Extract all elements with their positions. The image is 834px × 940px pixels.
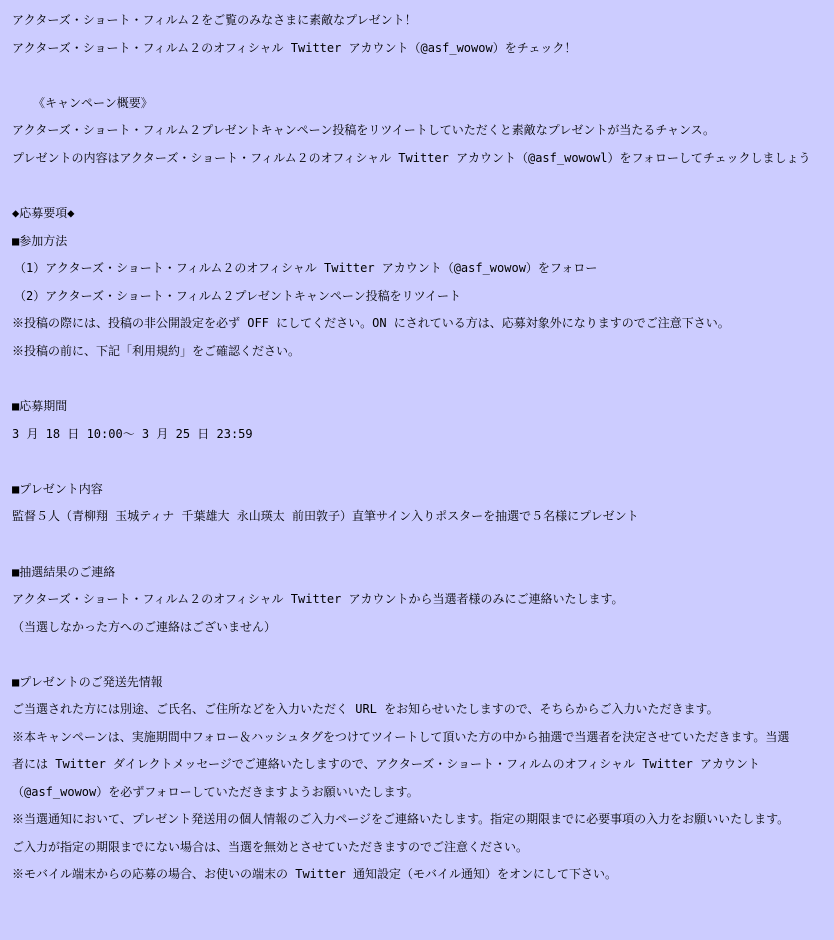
participation-heading: ■参加方法 (12, 234, 68, 248)
results-line-1: アクターズ・ショート・フィルム２のオフィシャル Twitter アカウントから当選者様のみにご連絡いたします。 (12, 592, 624, 606)
shipping-heading: ■プレゼントのご発送先情報 (12, 675, 163, 689)
guidelines-heading: ◆応募要項◆ (12, 206, 75, 220)
participation-note-2: ※投稿の前に、下記「利用規約」をご確認ください。 (12, 344, 301, 358)
participation-step-2: （2）アクターズ・ショート・フィルム２プレゼントキャンペーン投稿をリツイート (14, 289, 462, 303)
overview-heading: 《キャンペーン概要》 (33, 96, 153, 110)
shipping-line-4: （@asf_wowow）を必ずフォローしていただきますようお願いいたします。 (12, 785, 419, 799)
participation-note-1: ※投稿の際には、投稿の非公開設定を必ず OFF にしてください。ON にされている方は、応募対象外になりますのでご注意下さい。 (12, 316, 730, 330)
period-heading: ■応募期間 (12, 399, 68, 413)
overview-line-1: アクターズ・ショート・フィルム２プレゼントキャンペーン投稿をリツイートしていただくと素敵なプレゼントが当たるチャンス。 (12, 123, 715, 137)
period-value: 3 月 18 日 10:00～ 3 月 25 日 23:59 (12, 427, 253, 441)
shipping-line-2: ※本キャンペーンは、実施期間中フォロー＆ハッシュタグをつけてツイートして頂いた方の中から抽選で当選者を決定させていただきます。当選 (12, 730, 790, 744)
shipping-line-7: ※モバイル端末からの応募の場合、お使いの端末の Twitter 通知設定（モバイル通知）をオンにして下さい。 (12, 867, 618, 881)
participation-step-1: （1）アクターズ・ショート・フィルム２のオフィシャル Twitter アカウント（@asf_wowow）をフォロー (14, 261, 598, 275)
shipping-line-3: 者には Twitter ダイレクトメッセージでご連絡いたしますので、アクターズ・ショート・フィルムのオフィシャル Twitter アカウント (12, 757, 760, 771)
shipping-line-5: ※当選通知において、プレゼント発送用の個人情報のご入力ページをご連絡いたします。指定の期限までに必要事項の入力をお願いいたします。 (12, 812, 790, 826)
overview-line-2: プレゼントの内容はアクターズ・ショート・フィルム２のオフィシャル Twitter アカウント（@asf_wowowl）をフォローしてチェックしましょう (12, 151, 811, 165)
prize-heading: ■プレゼント内容 (12, 482, 103, 496)
results-heading: ■抽選結果のご連絡 (12, 565, 116, 579)
shipping-line-1: ご当選された方には別途、ご氏名、ご住所などを入力いただく URL をお知らせいたしますので、そちらからご入力いただきます。 (12, 702, 719, 716)
results-line-2: （当選しなかった方へのご連絡はございません） (12, 620, 277, 634)
intro-line-2: アクターズ・ショート・フィルム２のオフィシャル Twitter アカウント（@asf_wowow）をチェック！ (12, 41, 577, 55)
intro-line-1: アクターズ・ショート・フィルム２をご覧のみなさまに素敵なプレゼント！ (12, 13, 417, 27)
prize-value: 監督５人（青柳翔 玉城ティナ 千葉雄大 永山瑛太 前田敦子）直筆サイン入りポスターを抽選で５名様にプレゼント (12, 509, 639, 523)
shipping-line-6: ご入力が指定の期限までにない場合は、当選を無効とさせていただきますのでご注意ください。 (12, 840, 529, 854)
